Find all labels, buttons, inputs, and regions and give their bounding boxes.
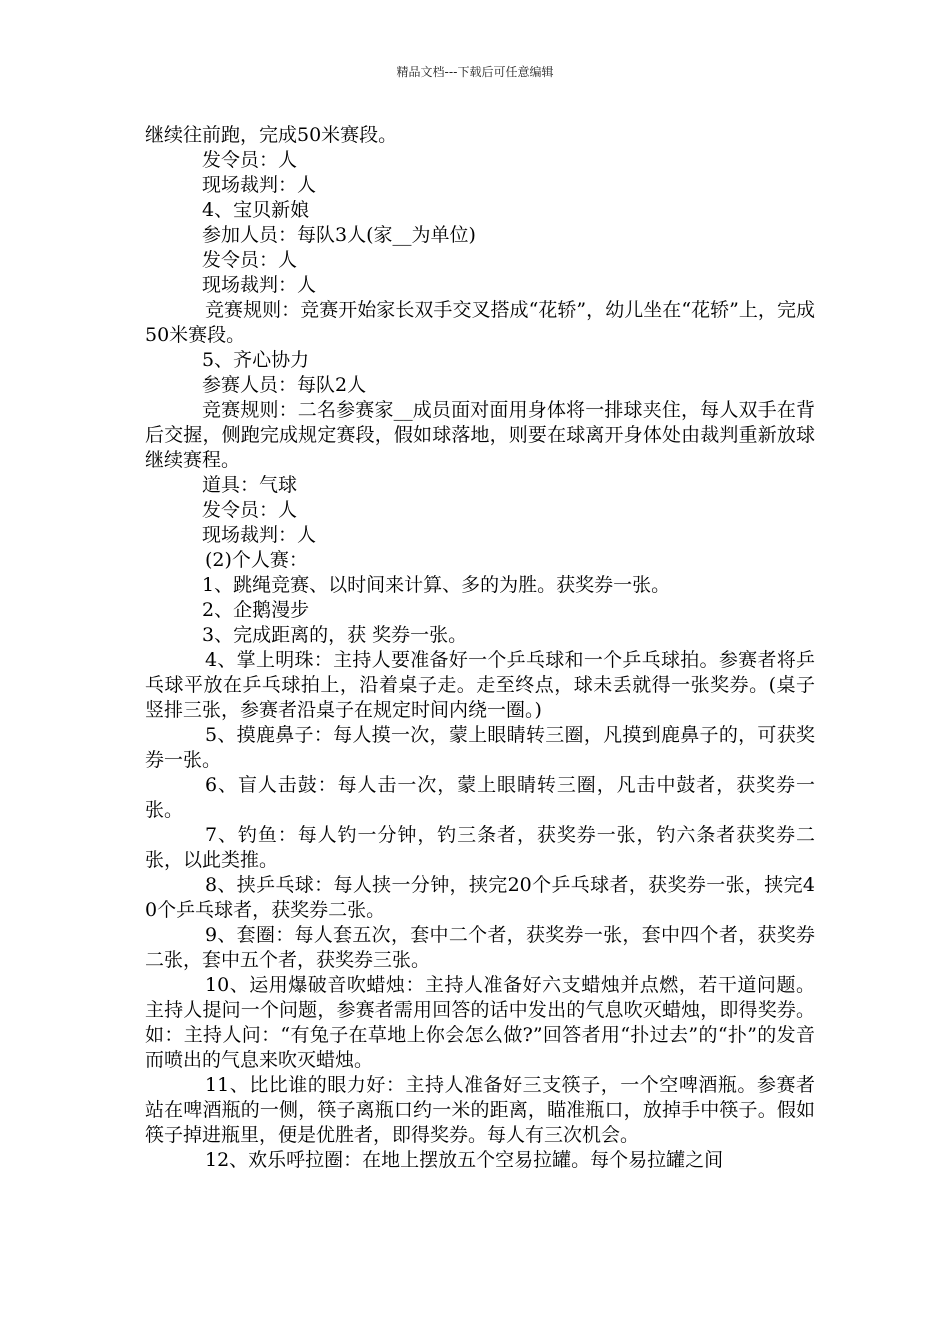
paragraph: 5、齐心协力 — [202, 349, 310, 371]
paragraph: 发令员：人 — [202, 149, 298, 171]
paragraph: 8、挟乒乓球：每人挟一分钟，挟完20个乒乓球者，获奖券一张，挟完40个乒乓球者，获奖券二张。 — [145, 874, 815, 921]
paragraph: 发令员：人 — [202, 499, 298, 521]
document-body — [145, 123, 815, 1173]
paragraph: 11、比比谁的眼力好：主持人准备好三支筷子，一个空啤酒瓶。参赛者站在啤酒瓶的一侧，筷子离瓶口约一米的距离，瞄准瓶口，放掉手中筷子。假如筷子掉进瓶里，便是优胜者，即得奖券。每人有三次机会。 — [145, 1074, 815, 1146]
paragraph: 4、掌上明珠：主持人要准备好一个乒乓球和一个乒乓球拍。参赛者将乒乓球平放在乒乓球拍上，沿着桌子走。走至终点，球未丢就得一张奖券。(桌子竖排三张，参赛者沿桌子在规定时间内绕一圈。) — [145, 649, 815, 721]
paragraph: 道具：气球 — [202, 474, 298, 496]
paragraph: 10、运用爆破音吹蜡烛：主持人准备好六支蜡烛并点燃，若干道问题。主持人提问一个问题，参赛者需用回答的话中发出的气息吹灭蜡烛，即得奖券。如：主持人问：“有兔子在草地上你会怎么做?”回答者用“扑过去”的“扑”的发音而喷出的气息来吹灭蜡烛。 — [145, 974, 815, 1071]
paragraph: 9、套圈：每人套五次，套中二个者，获奖券一张，套中四个者，获奖券二张，套中五个者，获奖券三张。 — [145, 924, 815, 971]
paragraph: (2)个人赛： — [205, 549, 308, 571]
paragraph: 参赛人员：每队2人 — [202, 374, 367, 396]
paragraph: 6、盲人击鼓：每人击一次，蒙上眼睛转三圈，凡击中鼓者，获奖券一张。 — [145, 774, 815, 821]
paragraph: 竞赛规则：二名参赛家__成员面对面用身体将一排球夹住，每人双手在背后交握，侧跑完成规定赛段，假如球落地，则要在球离开身体处由裁判重新放球继续赛程。 — [145, 399, 815, 471]
paragraph: 发令员：人 — [202, 249, 298, 271]
paragraph: 现场裁判：人 — [202, 174, 317, 196]
paragraph: 2、企鹅漫步 — [202, 599, 310, 621]
paragraph: 竞赛规则：竞赛开始家长双手交叉搭成“花轿”，幼儿坐在“花轿”上，完成50米赛段。 — [145, 299, 815, 346]
paragraph: 1、跳绳竞赛、以时间来计算、多的为胜。获奖券一张。 — [202, 574, 671, 596]
page-header: 精品文档---下载后可任意编辑 — [396, 65, 554, 79]
paragraph: 继续往前跑，完成50米赛段。 — [145, 124, 398, 146]
paragraph: 7、钓鱼：每人钓一分钟，钓三条者，获奖券一张，钓六条者获奖券二张，以此类推。 — [145, 824, 815, 871]
paragraph: 12、欢乐呼拉圈：在地上摆放五个空易拉罐。每个易拉罐之间 — [205, 1149, 724, 1171]
paragraph: 4、宝贝新娘 — [202, 199, 310, 221]
paragraph: 5、摸鹿鼻子：每人摸一次，蒙上眼睛转三圈，凡摸到鹿鼻子的，可获奖券一张。 — [145, 724, 815, 771]
paragraph: 参加人员：每队3人(家__为单位) — [202, 224, 476, 246]
paragraph: 3、完成距离的，获 奖券一张。 — [202, 624, 468, 646]
paragraph: 现场裁判：人 — [202, 524, 317, 546]
paragraph: 现场裁判：人 — [202, 274, 317, 296]
